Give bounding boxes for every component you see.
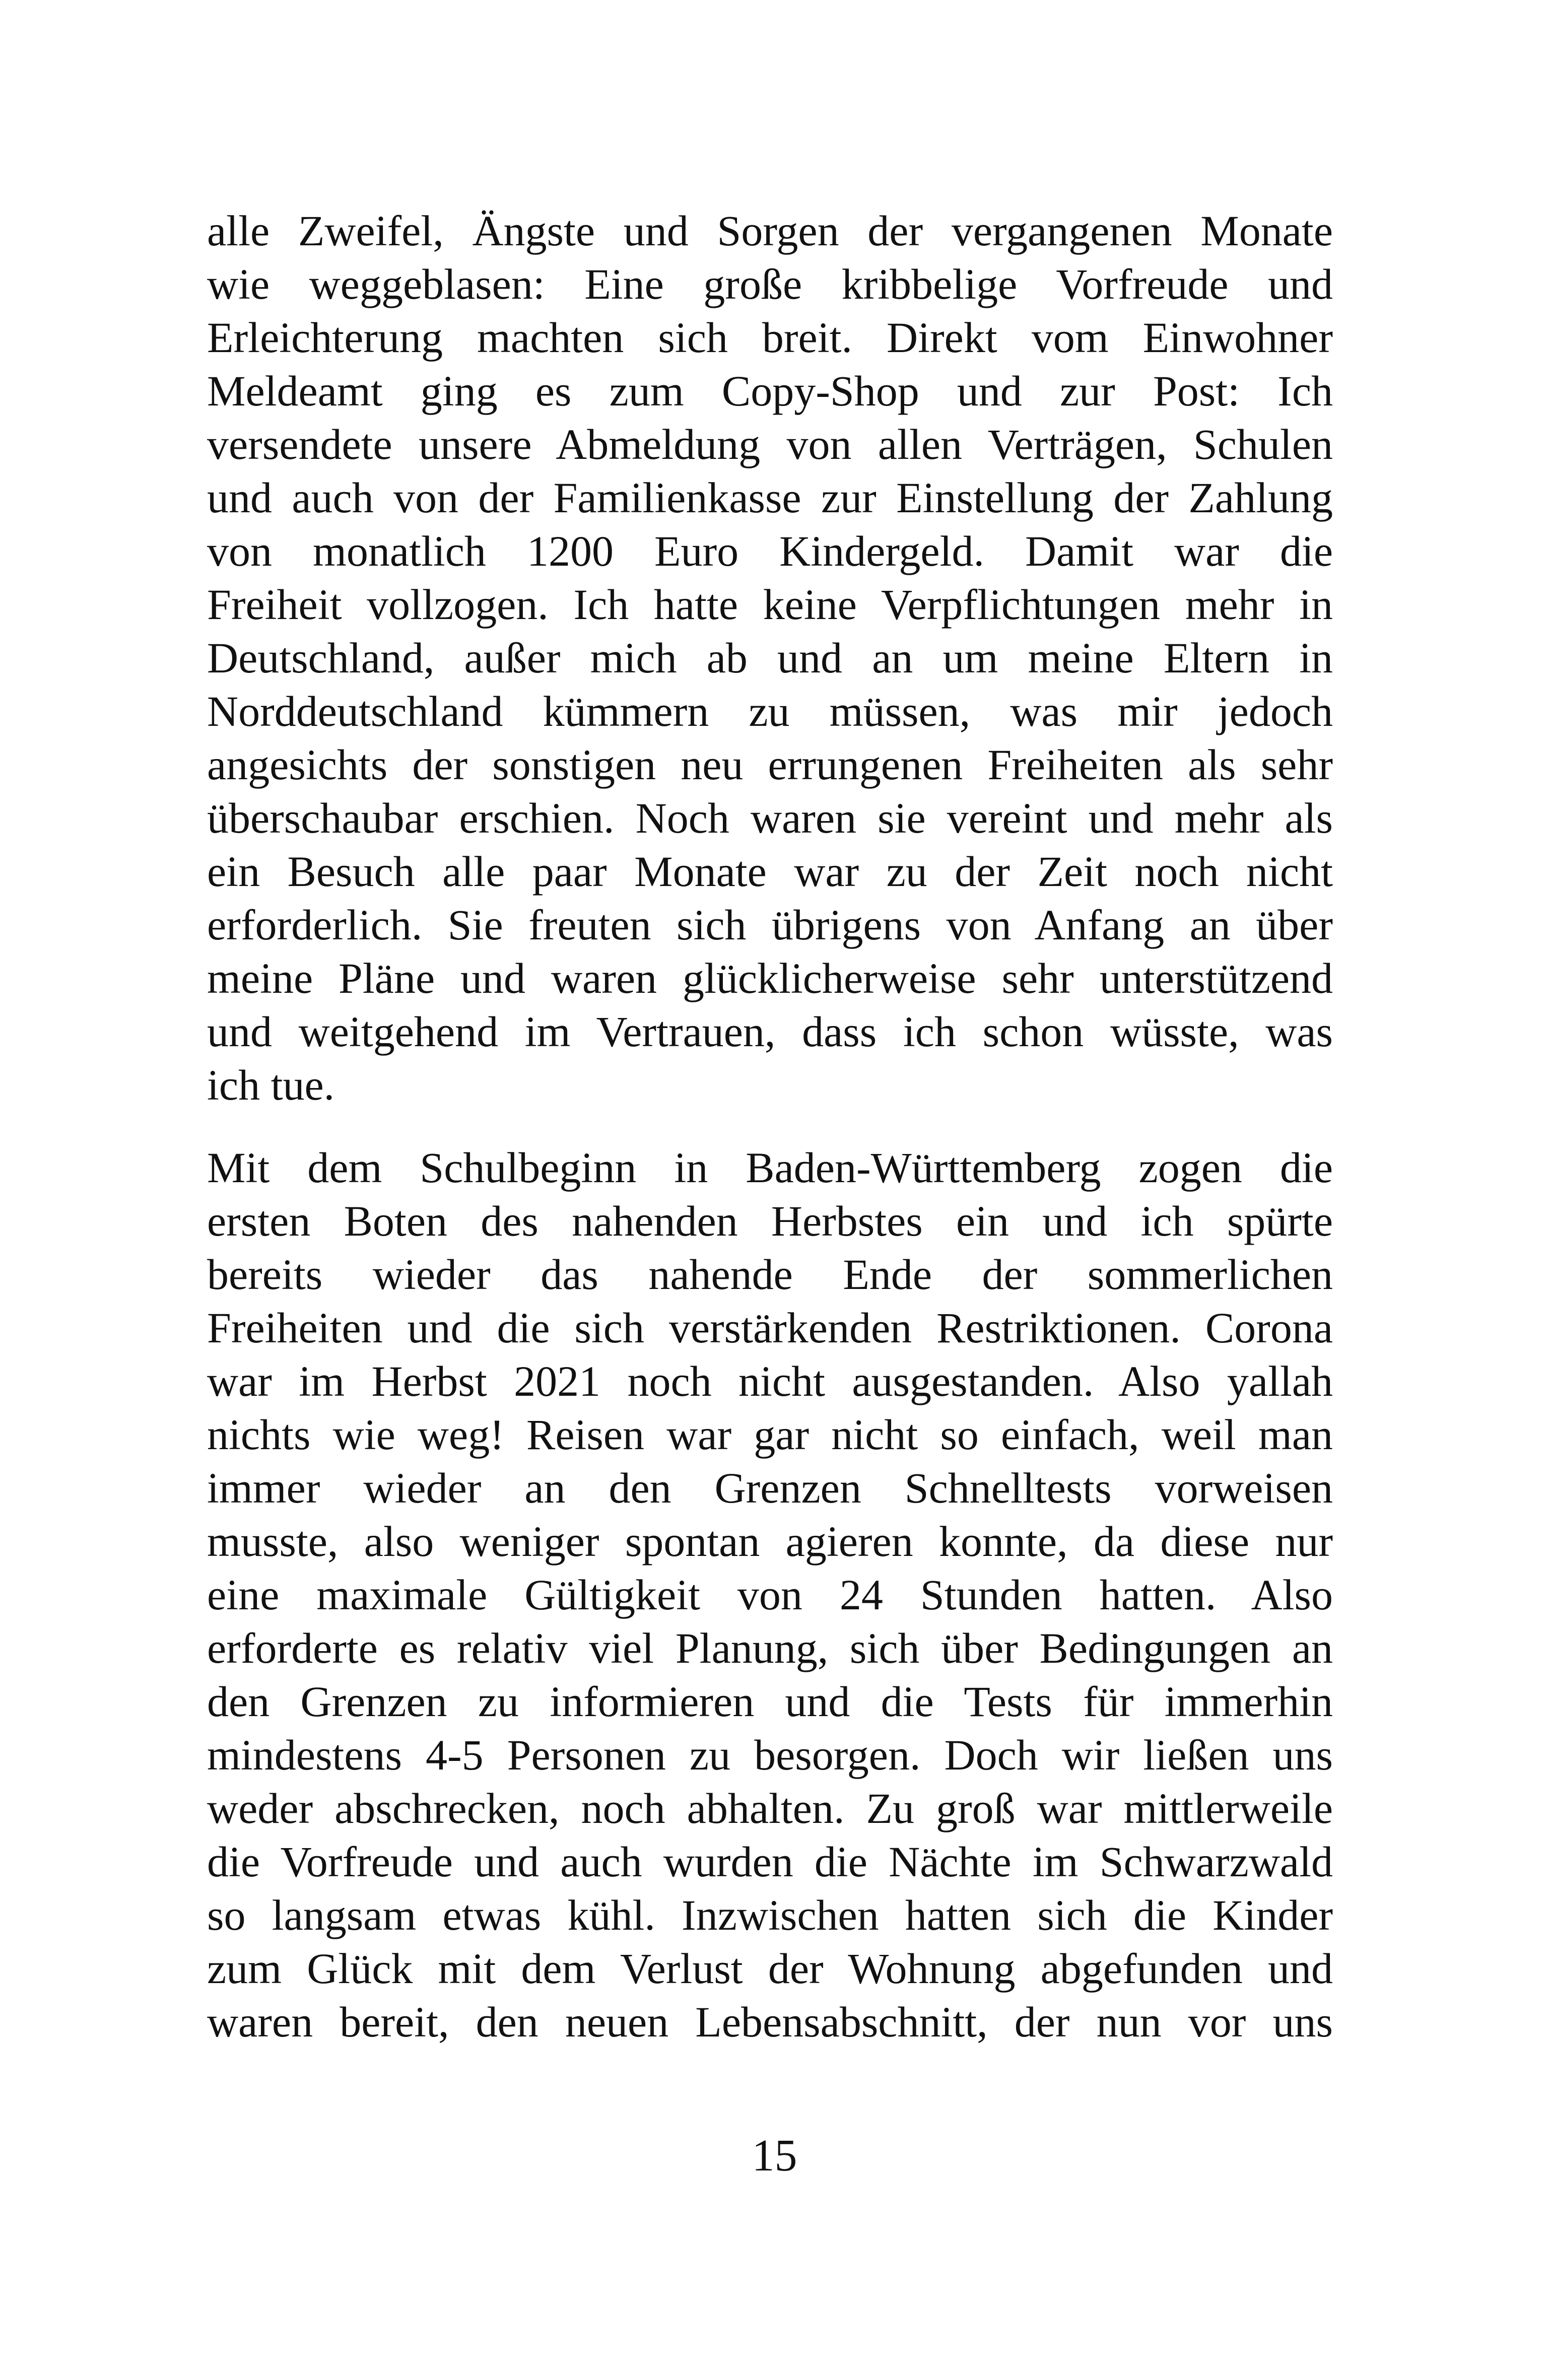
page-number: 15: [752, 2131, 797, 2181]
text-line: nichts wie weg! Reisen war gar nicht so einfach, weil man: [207, 1410, 1333, 1459]
text-line: Freiheiten und die sich verstärkenden Restriktionen. Corona: [207, 1304, 1333, 1352]
text-line: angesichts der sonstigen neu errungenen Freiheiten als sehr: [207, 740, 1333, 789]
text-line: ein Besuch alle paar Monate war zu der Zeit noch nicht: [207, 847, 1333, 896]
text-line: den Grenzen zu informieren und die Tests für immerhin: [207, 1677, 1333, 1726]
text-line: von monatlich 1200 Euro Kindergeld. Damit war die: [207, 527, 1333, 575]
text-line: waren bereit, den neuen Lebensabschnitt, der nun vor uns: [207, 1998, 1333, 2046]
text-line: Norddeutschland kümmern zu müssen, was mir jedoch: [207, 687, 1333, 735]
text-line: Meldeamt ging es zum Copy-Shop und zur Post: Ich: [207, 367, 1333, 415]
paragraph-2: [207, 1141, 1333, 2049]
text-line: eine maximale Gültigkeit von 24 Stunden hatten. Also: [207, 1571, 1333, 1619]
paragraph-1: [207, 204, 1333, 1112]
text-line: bereits wieder das nahende Ende der sommerlichen: [207, 1250, 1333, 1299]
text-line: erforderlich. Sie freuten sich übrigens von Anfang an über: [207, 901, 1333, 949]
text-line: überschaubar erschien. Noch waren sie vereint und mehr als: [207, 794, 1333, 842]
text-line: alle Zweifel, Ängste und Sorgen der vergangenen Monate: [207, 207, 1333, 255]
text-line: wie weggeblasen: Eine große kribbelige Vorfreude und: [207, 260, 1333, 308]
text-line: weder abschrecken, noch abhalten. Zu groß war mittlerweile: [207, 1784, 1333, 1832]
text-line: Erleichterung machten sich breit. Direkt vom Einwohner: [207, 313, 1333, 362]
text-line: mindestens 4-5 Personen zu besorgen. Doch wir ließen uns: [207, 1731, 1333, 1779]
text-line: erforderte es relativ viel Planung, sich über Bedingungen an: [207, 1624, 1333, 1672]
text-line: ersten Boten des nahenden Herbstes ein und ich spürte: [207, 1197, 1333, 1245]
text-line: immer wieder an den Grenzen Schnelltests vorweisen: [207, 1464, 1333, 1512]
text-line: musste, also weniger spontan agieren konnte, da diese nur: [207, 1517, 1333, 1566]
text-line: Freiheit vollzogen. Ich hatte keine Verpflichtungen mehr in: [207, 580, 1333, 629]
text-line: und weitgehend im Vertrauen, dass ich schon wüsste, was: [207, 1007, 1333, 1056]
text-line: meine Pläne und waren glücklicherweise sehr unterstützend: [207, 954, 1333, 1002]
text-line: so langsam etwas kühl. Inzwischen hatten sich die Kinder: [207, 1891, 1333, 1939]
text-line: ich tue.: [207, 1061, 335, 1109]
text-line: die Vorfreude und auch wurden die Nächte im Schwarzwald: [207, 1838, 1333, 1886]
text-line: und auch von der Familienkasse zur Einstellung der Zahlung: [207, 473, 1333, 522]
text-line: Mit dem Schulbeginn in Baden-Württemberg zogen die: [207, 1143, 1333, 1192]
text-line: zum Glück mit dem Verlust der Wohnung abgefunden und: [207, 1944, 1333, 1993]
body-text: [207, 204, 1333, 2049]
text-line: war im Herbst 2021 noch nicht ausgestanden. Also yallah: [207, 1357, 1333, 1405]
paragraph-spacing: [207, 1112, 1333, 1141]
text-line: Deutschland, außer mich ab und an um meine Eltern in: [207, 634, 1333, 682]
text-line: versendete unsere Abmeldung von allen Verträgen, Schulen: [207, 420, 1333, 468]
